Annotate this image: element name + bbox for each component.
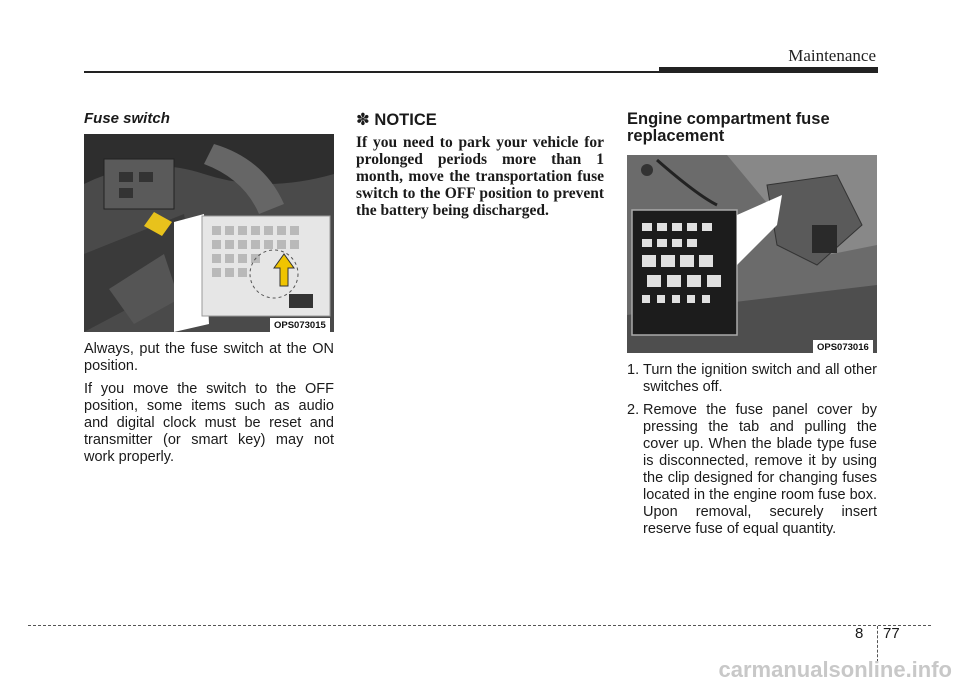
fuse-switch-photo-caption: OPS073015 [270, 318, 330, 333]
fuse-switch-heading: Fuse switch [84, 110, 170, 127]
fuse-switch-photo [84, 134, 334, 332]
step-item [627, 402, 877, 538]
header-rule [84, 71, 659, 73]
engine-fuse-illustration [627, 155, 877, 353]
notice-heading [356, 112, 437, 129]
footer-rule [28, 625, 931, 626]
engine-fuse-heading: Engine compartment fuse replacement [627, 110, 830, 145]
watermark: carmanualsonline.info [718, 657, 952, 682]
notice-star-icon: ✽ [356, 111, 370, 129]
engine-fuse-photo [627, 155, 877, 353]
engine-fuse-photo-caption: OPS073016 [813, 340, 873, 355]
page-header-title: Maintenance [788, 46, 876, 65]
notice-title: NOTICE [374, 111, 437, 129]
step-text: Turn the ignition switch and all other switches off. [643, 362, 877, 395]
engine-fuse-steps [627, 362, 877, 544]
step-item [627, 362, 877, 396]
header-rule-thick [659, 67, 878, 73]
step-number: 1. [627, 362, 640, 378]
fuse-switch-paragraph: Always, put the fuse switch at the ON position. [84, 341, 334, 374]
notice-text: If you need to park your vehicle for prolonged periods more than 1 month, move the transportation fuse switch to the OFF position to prevent the battery being discharged. [356, 134, 604, 219]
fuse-switch-body [84, 341, 334, 472]
fuse-switch-paragraph: If you move the switch to the OFF position, some items such as audio and digital clock must be reset and transmitter (or smart key) may not work properly. [84, 381, 334, 465]
page-number: 77 [883, 625, 900, 642]
step-number: 2. [627, 402, 640, 418]
section-number: 8 [855, 625, 864, 642]
step-text: Remove the fuse panel cover by pressing the tab and pulling the cover up. When the blade type fuse is disconnected, remove it by using the clip designed for changing fuses located in the engine room fuse box. Upon removal, securely insert reserve fuse of equal quantity. [643, 402, 877, 537]
fuse-switch-illustration [84, 134, 334, 332]
